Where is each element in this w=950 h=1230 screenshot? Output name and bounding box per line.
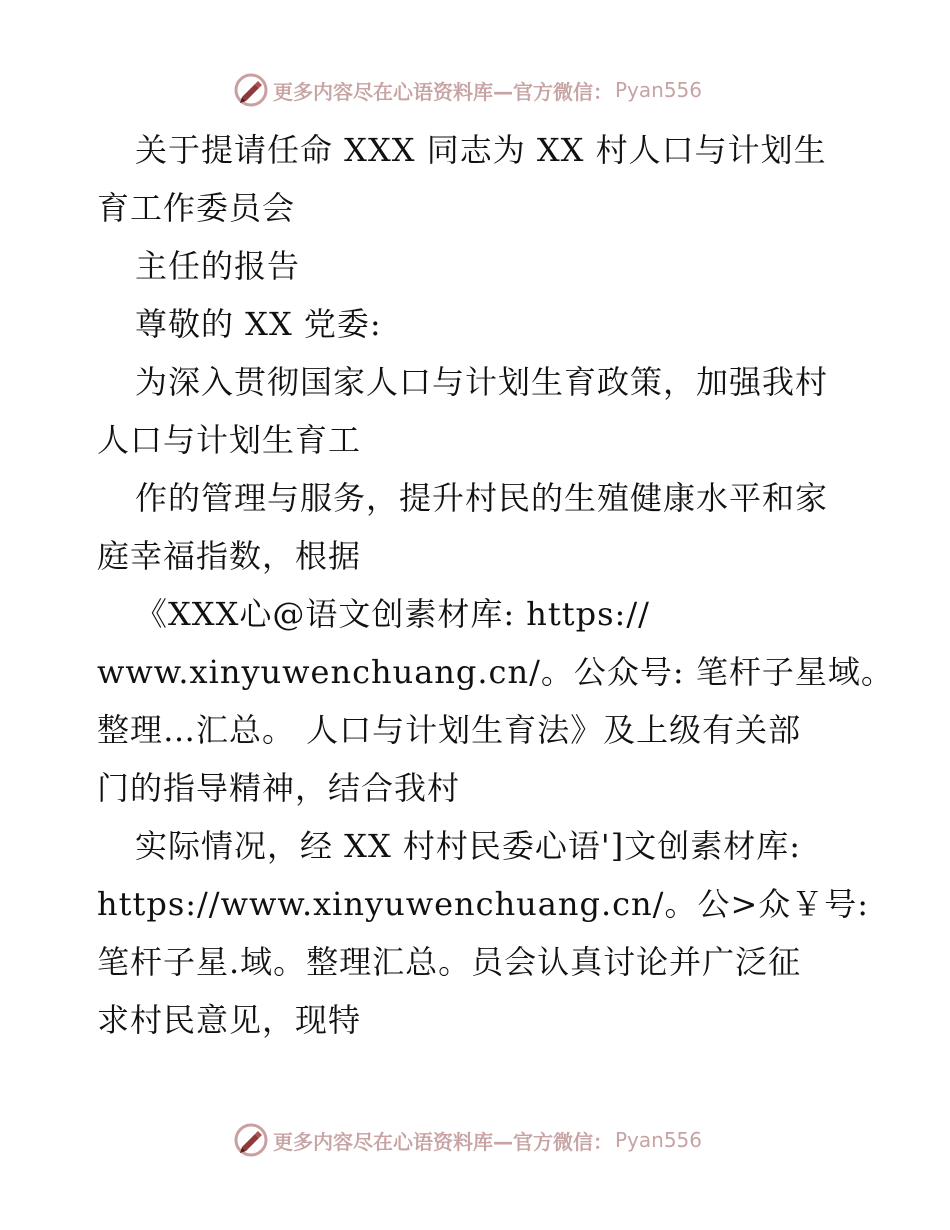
pen-logo-icon — [233, 72, 269, 108]
header-banner — [233, 72, 702, 108]
document-line: 实际情况，经 XX 村村民委心语']文创素材库: — [135, 827, 801, 865]
document-line: 人口与计划生育工 — [97, 421, 362, 459]
document-line: 庭幸福指数，根据 — [97, 537, 362, 575]
banner-wechat-id: Pyan556 — [615, 78, 703, 102]
document-line: 为深入贯彻国家人口与计划生育政策，加强我村 — [135, 363, 829, 401]
document-body — [97, 121, 894, 1049]
document-line: https://www.xinyuwenchuang.cn/。公>众￥号: — [97, 885, 870, 923]
document-line: 作的管理与服务，提升村民的生殖健康水平和家 — [135, 479, 829, 517]
document-line: 主任的报告 — [135, 247, 301, 285]
footer-banner — [233, 1122, 702, 1158]
pen-logo-icon — [233, 1122, 269, 1158]
document-line: 整理…汇总。 人口与计划生育法》及上级有关部 — [97, 711, 802, 749]
document-line: 笔杆子星.域。整理汇总。员会认真讨论并广泛征 — [97, 943, 802, 981]
banner-text: 更多内容尽在心语资料库—官方微信： — [273, 79, 613, 104]
document-line: 育工作委员会 — [97, 189, 296, 227]
banner-text: 更多内容尽在心语资料库—官方微信： — [273, 1129, 613, 1154]
banner-wechat-id: Pyan556 — [615, 1128, 703, 1152]
document-line: 《XXX心@语文创素材库: https:// — [135, 595, 650, 633]
document-line: 尊敬的 XX 党委: — [135, 305, 382, 343]
document-line: www.xinyuwenchuang.cn/。公众号: 笔杆子星域。 — [97, 653, 894, 691]
document-line: 求村民意见，现特 — [97, 1001, 362, 1039]
document-line: 门的指导精神，结合我村 — [97, 769, 461, 807]
document-line: 关于提请任命 XXX 同志为 XX 村人口与计划生 — [135, 131, 827, 169]
